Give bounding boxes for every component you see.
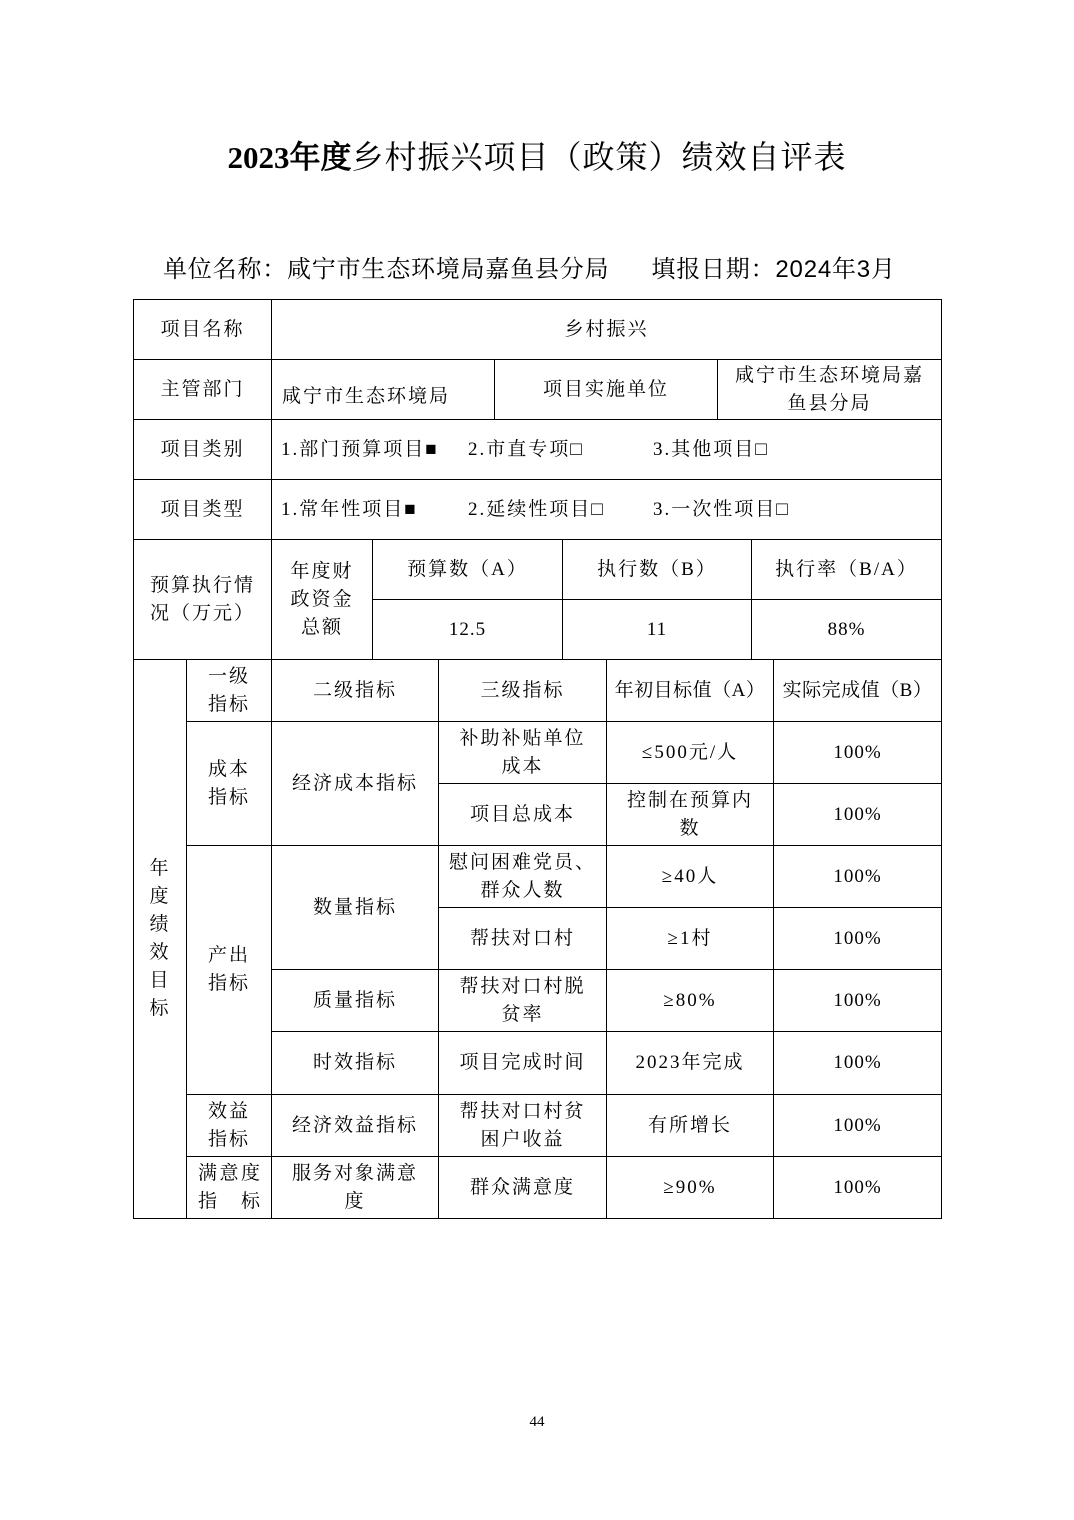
- indicator-cell: 帮扶对口村贫 困户收益: [438, 1094, 607, 1157]
- type-option-continuing: 2.延续性项目□: [468, 499, 605, 520]
- indicator-cell: 帮扶对口村脱 贫率: [438, 969, 607, 1032]
- actual-cell: 100%: [773, 845, 942, 908]
- type-option-recurring: 1.常年性项目■: [281, 499, 418, 520]
- level2-header: 二级指标: [271, 659, 439, 722]
- indicator-cell: 群众满意度: [438, 1156, 607, 1219]
- annual-fund-total-label: [271, 539, 373, 660]
- budget-execution-label: 预算执行情 况（万元）: [133, 539, 272, 660]
- actual-value-header: 实际完成值（B）: [773, 659, 942, 722]
- actual-cell: 100%: [773, 969, 942, 1032]
- level1-satisfaction: [186, 1156, 272, 1219]
- annual-goals-label: [133, 659, 187, 1219]
- type-option-one-time: 3.一次性项目□: [653, 499, 790, 520]
- unit-name: 单位名称：咸宁市生态环境局嘉鱼县分局: [163, 256, 610, 283]
- actual-cell: 100%: [773, 907, 942, 970]
- target-cell: ≥80%: [606, 969, 774, 1032]
- budget-amount-header: 预算数（A）: [372, 539, 563, 600]
- level2-service-satisfaction: 服务对象满意 度: [271, 1156, 439, 1219]
- target-cell: 有所增长: [606, 1094, 774, 1157]
- annual-goals-text: 年度绩效目标: [149, 858, 171, 1019]
- actual-cell: 100%: [773, 783, 942, 846]
- title-year: 2023年度: [227, 140, 352, 175]
- department-value: 咸宁市生态环境局: [271, 359, 495, 420]
- annual-fund-total-text: 年度财政资金总额: [290, 560, 354, 638]
- execution-rate-value: 88%: [751, 599, 942, 660]
- category-option-municipal: 2.市直专项□: [468, 439, 584, 460]
- actual-cell: 100%: [773, 1156, 942, 1219]
- executed-amount-header: 执行数（B）: [562, 539, 752, 600]
- page-number: 44: [529, 1414, 545, 1430]
- title-main: 乡村振兴项目（政策）绩效自评表: [351, 139, 847, 175]
- executed-amount-value: 11: [562, 599, 752, 660]
- indicator-cell: 慰问困难党员、 群众人数: [438, 845, 607, 908]
- target-cell: 2023年完成: [606, 1031, 774, 1095]
- indicator-cell: 帮扶对口村: [438, 907, 607, 970]
- execution-rate-header: 执行率（B/A）: [751, 539, 942, 600]
- type-options: [271, 479, 942, 540]
- level2-economic-cost: 经济成本指标: [271, 721, 439, 846]
- level3-header: 三级指标: [438, 659, 607, 722]
- project-name-label: 项目名称: [133, 299, 272, 360]
- category-option-department-budget: 1.部门预算项目■: [281, 439, 439, 460]
- budget-amount-value: 12.5: [372, 599, 563, 660]
- type-label: 项目类型: [133, 479, 272, 540]
- level1-satisfaction-text: 满意度指标: [198, 1162, 260, 1212]
- department-label: 主管部门: [133, 359, 272, 420]
- level1-cost-text: 成本指标: [207, 758, 250, 808]
- page-title: [0, 134, 1074, 180]
- report-date: 填报日期：2024年3月: [651, 256, 896, 283]
- report-header: [163, 254, 896, 286]
- level1-cost: [186, 721, 272, 846]
- category-options: [271, 419, 942, 480]
- target-cell: ≥90%: [606, 1156, 774, 1219]
- implementing-unit-value: 咸宁市生态环境局嘉 鱼县分局: [717, 359, 942, 420]
- level1-benefit: [186, 1094, 272, 1157]
- level1-output: [186, 845, 272, 1095]
- target-value-header: 年初目标值（A）: [606, 659, 774, 722]
- level1-header-text: 一级指标: [207, 665, 250, 715]
- target-cell: 控制在预算内 数: [606, 783, 774, 846]
- level2-quality: 质量指标: [271, 969, 439, 1032]
- actual-cell: 100%: [773, 721, 942, 784]
- indicator-cell: 项目完成时间: [438, 1031, 607, 1095]
- level2-economic-benefit: 经济效益指标: [271, 1094, 439, 1157]
- actual-cell: 100%: [773, 1031, 942, 1095]
- level1-benefit-text: 效益指标: [207, 1100, 250, 1150]
- indicator-cell: 补助补贴单位 成本: [438, 721, 607, 784]
- level1-header: [186, 659, 272, 722]
- level2-timeliness: 时效指标: [271, 1031, 439, 1095]
- category-label: 项目类别: [133, 419, 272, 480]
- target-cell: ≤500元/人: [606, 721, 774, 784]
- level2-quantity: 数量指标: [271, 845, 439, 970]
- category-option-other: 3.其他项目□: [653, 439, 769, 460]
- target-cell: ≥1村: [606, 907, 774, 970]
- target-cell: ≥40人: [606, 845, 774, 908]
- actual-cell: 100%: [773, 1094, 942, 1157]
- project-name-value: 乡村振兴: [271, 299, 942, 360]
- indicator-cell: 项目总成本: [438, 783, 607, 846]
- level1-output-text: 产出指标: [207, 945, 250, 994]
- implementing-unit-label: 项目实施单位: [494, 359, 718, 420]
